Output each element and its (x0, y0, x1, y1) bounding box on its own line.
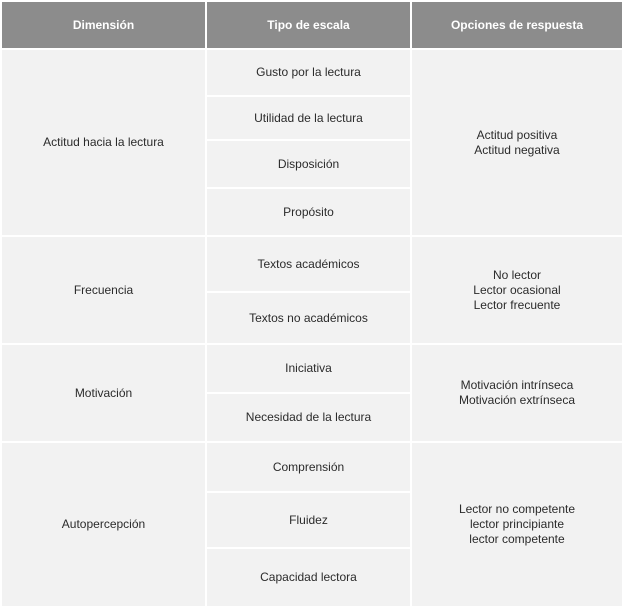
scale-cell: Comprensión (207, 443, 410, 491)
option-line: Lector frecuente (473, 297, 561, 312)
header-scale-type: Tipo de escala (207, 2, 410, 48)
header-dimension: Dimensión (2, 2, 205, 48)
options-cell (412, 443, 622, 606)
dimension-cell: Frecuencia (2, 237, 205, 343)
options-cell (412, 50, 622, 235)
option-line: Motivación intrínseca (460, 378, 574, 392)
scale-cell: Textos no académicos (207, 293, 410, 343)
option-line: Actitud negativa (474, 142, 560, 157)
option-line: Lector no competente (458, 502, 576, 516)
scale-cell: Capacidad lectora (207, 549, 410, 606)
option-line: Actitud positiva (476, 127, 558, 142)
scale-cell: Disposición (207, 141, 410, 187)
options-cell (412, 345, 622, 441)
option-line: lector competente (469, 532, 565, 546)
scale-cell: Necesidad de la lectura (207, 394, 410, 441)
scale-cell: Propósito (207, 189, 410, 235)
scale-cell: Fluidez (207, 493, 410, 547)
options-cell (412, 237, 622, 343)
option-line: Lector ocasional (473, 282, 561, 297)
option-line: No lector (492, 267, 541, 282)
scale-cell: Textos académicos (207, 237, 410, 291)
scale-cell: Gusto por la lectura (207, 50, 410, 95)
dimension-cell: Motivación (2, 345, 205, 441)
header-response-options: Opciones de respuesta (412, 2, 622, 48)
option-line: lector principiante (469, 517, 565, 531)
scale-cell: Iniciativa (207, 345, 410, 392)
dimension-cell: Autopercepción (2, 443, 205, 606)
dimension-cell: Actitud hacia la lectura (2, 50, 205, 235)
scale-cell: Utilidad de la lectura (207, 97, 410, 139)
option-line: Motivación extrínseca (458, 393, 576, 407)
